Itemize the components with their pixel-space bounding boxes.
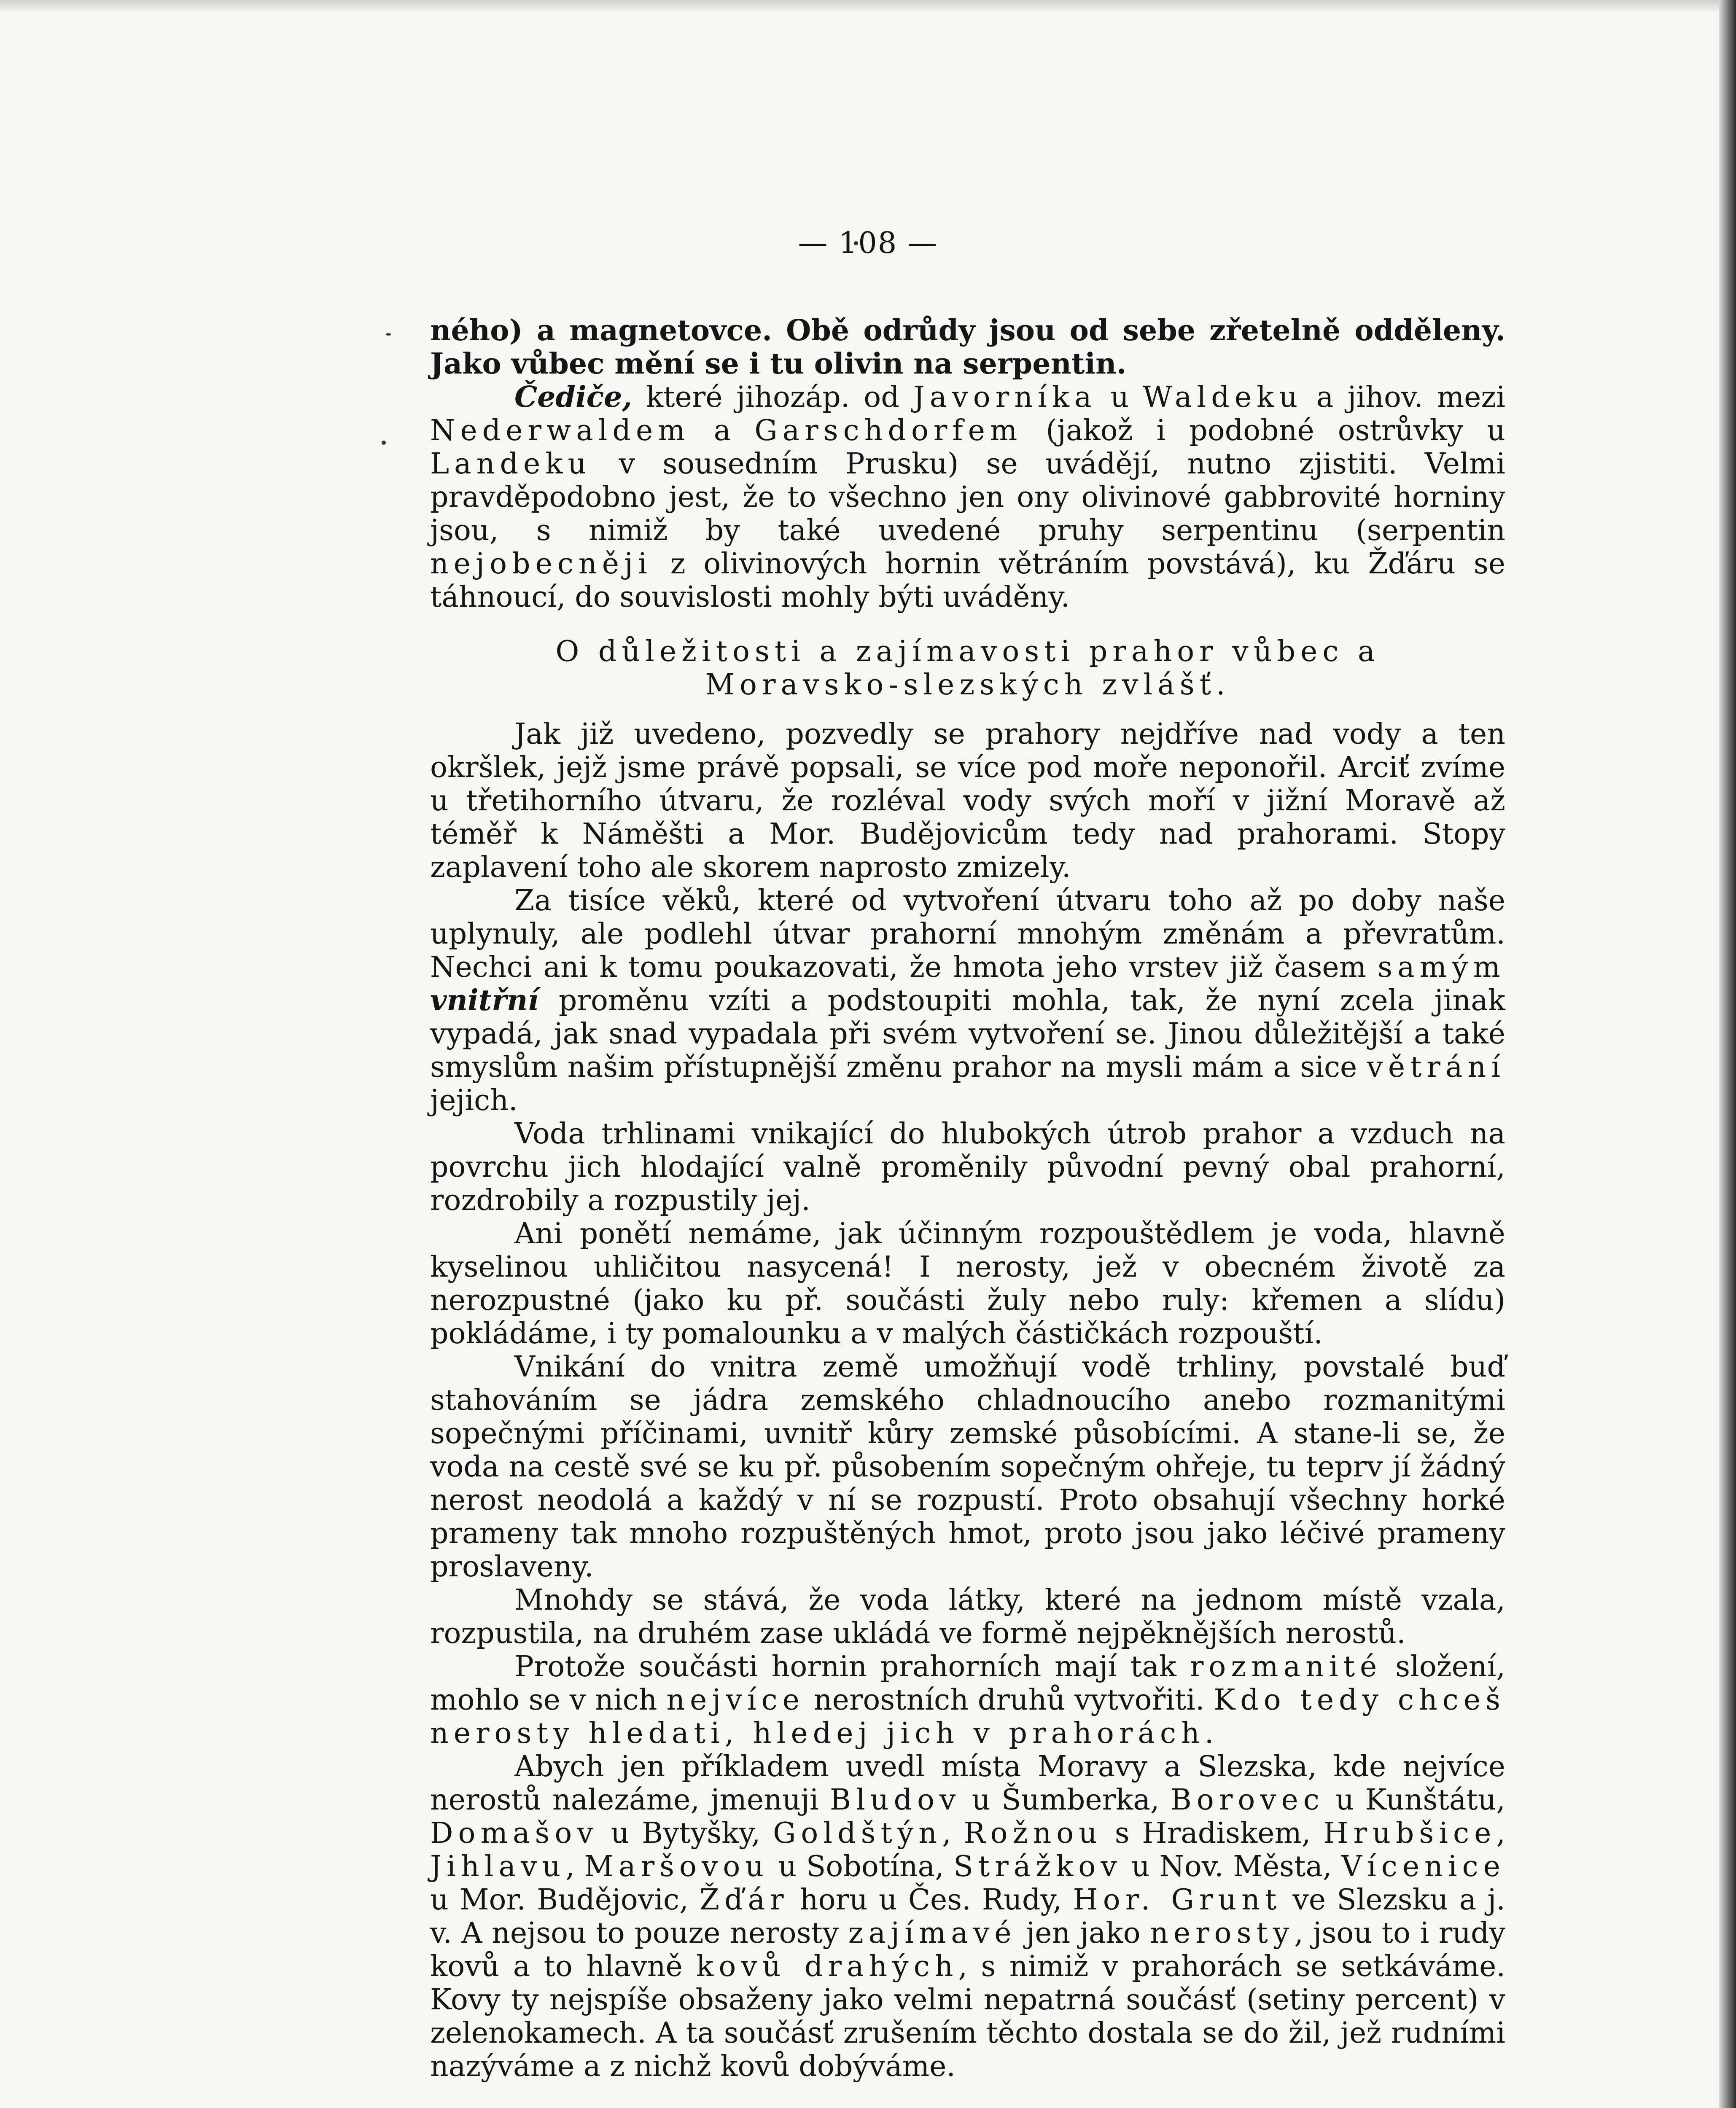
page-number: — 108 — (798, 226, 938, 260)
emphasis-kovu-drahych: kovů drahých (696, 1950, 958, 1983)
place-nederwald: Nederwaldem (430, 414, 690, 447)
paragraph-2: Čediče, které jihozáp. od Javorníka u Waldeku a jihov. mezi Nederwaldem a Garschdorfem (jakož i podobné ostrůvky u Landeku v sousedním Prusku) se uvádějí, nutno zjistiti. Velmi pravděpodobno jest, že to všechno jen ony olivinové gabbrovité horniny jsou, s nimiž by také uvedené pruhy serpentinu (serpentin nejobecněji z olivinových hornin větráním povstává), ku Žďáru se táhnoucí, do souvislosti mohly býti uváděny. (430, 380, 1505, 614)
paragraph-7: Vnikání do vnitra země umožňují vodě trhliny, povstalé buď stahováním se jádra zemského chladnoucího anebo rozmanitými sopečnými příčinami, uvnitř kůry zemské působícími. A stane-li se, že voda na cestě své se ku př. působením sopečným ohřeje, tu teprv jí žádný nerost neodolá a každý v ní se rozpustí. Proto obsahují všechny horké prameny tak mnoho rozpuštěných hmot, proto jsou jako léčivé prameny proslaveny. (430, 1350, 1505, 1584)
paragraph-10: Abych jen příkladem uvedl místa Moravy a Slezska, kde nejvíce nerostů nalezáme, jmenuji Bludov u Šumberka, Borovec u Kunštátu, Domašov u Bytyšky, Goldštýn, Rožnou s Hradiskem, Hrubšice, Jihlavu, Maršovou u Sobotína, Strážkov u Nov. Města, Vícenice u Mor. Budějovic, Žďár horu u Čes. Rudy, Hor. Grunt ve Slezsku a j. v. A nejsou to pouze nerosty zajímavé jen jako nerosty, jsou to i rudy kovů a to hlavně kovů drahých, s nimiž v prahorách se setkáváme. Kovy ty nejspíše obsaženy jako velmi nepatrná součásť (setiny percent) v zelenokamech. A ta součásť zrušením těchto dostala se do žil, jež rudními nazýváme a z nichž kovů dobýváme. (430, 1750, 1506, 2083)
place-jihlava: Jihlavu (430, 1850, 566, 1883)
place-domasov: Domašov (430, 1817, 598, 1850)
paragraph-1: ného) a magnetovce. Obě odrůdy jsou od sebe zřetelně odděleny. Jako vůbec mění se i tu olivin na serpentin. (430, 314, 1505, 381)
place-bludov: Bludov (829, 1783, 961, 1817)
place-roznou: Rožnou (964, 1817, 1102, 1850)
emphasis-nejobecneji: nejobecněji (430, 547, 652, 581)
emphasis-nerosty: nerosty (1150, 1917, 1295, 1950)
emphasis-rozmanite: rozmanité (1190, 1650, 1382, 1683)
emphasis-zajimave: zajímavé (848, 1917, 1017, 1950)
emphasis-nejvice: nejvíce (666, 1683, 805, 1717)
term-cedice: Čediče, (514, 380, 632, 414)
place-marsova: Maršovou (584, 1850, 769, 1883)
margin-dot (382, 441, 386, 445)
scan-shadow-right (1719, 0, 1736, 2108)
paragraph-5: Voda trhlinami vnikající do hlubokých útrob prahor a vzduch na povrchu jich hlodající valně proměnily původní pevný obal prahorní, rozdrobily a rozpustily jej. (430, 1117, 1505, 1217)
emphasis-vetrani: větrání (1367, 1051, 1505, 1084)
place-goldstyn: Goldštýn (773, 1817, 942, 1850)
place-zdar: Žďár (699, 1883, 789, 1917)
place-landek: Landeku (430, 447, 592, 481)
place-hrubsice: Hrubšice (1323, 1817, 1496, 1850)
emphasis-kdo-tedy: Kdo tedy chceš nerosty hledati, hledej jich v prahorách. (430, 1683, 1506, 1750)
place-vicenice: Vícenice (1341, 1850, 1506, 1883)
paragraph-6: Ani ponětí nemáme, jak účinným rozpouštědlem je voda, hlavně kyselinou uhličitou nasycená! I nerosty, jež v obecném životě za nerozpustné (jako ku př. součásti žuly nebo ruly: křemen a slídu) pokládáme, i ty pomalounku a v malých částičkách rozpouští. (430, 1217, 1505, 1350)
paragraph-4: Za tisíce věků, které od vytvoření útvaru toho až po doby naše uplynuly, ale podlehl útvar prahorní mnohým změnám a převratům. Nechci ani k tomu poukazovati, že hmota jeho vrstev již časem samým vnitřní proměnu vzíti a podstoupiti mohla, tak, že nyní zcela jinak vypadá, jak snad vypadala při svém vytvoření se. Jinou důležitější a také smyslům našim přístupnější změnu prahor na mysli mám a sice větrání jejich. (430, 884, 1505, 1117)
place-javornik: Javorníka (913, 381, 1097, 414)
emphasis-samym: samým (1378, 951, 1505, 984)
paragraph-3: Jak již uvedeno, pozvedly se prahory nejdříve nad vody a ten okršlek, jejž jsme právě popsali, se více pod moře neponořil. Arciť zvíme u třetihorního útvaru, že rozléval vody svých moří v jižní Moravě až téměř k Náměšti a Mor. Budějovicům tedy nad prahorami. Stopy zaplavení toho ale skorem naprosto zmizely. (430, 718, 1505, 884)
text-body (430, 314, 1505, 2083)
place-garschdorf: Garschdorfem (754, 414, 1023, 447)
place-hor-grunt: Hor. Grunt (1073, 1883, 1282, 1917)
scan-shadow-top (0, 0, 1736, 13)
place-waldek: Waldeku (1143, 381, 1303, 414)
emphasis-vnitrni: vnitřní (430, 984, 539, 1017)
place-strazkov: Strážkov (953, 1850, 1122, 1883)
section-heading: O důležitosti a zajímavosti prahor vůbec a Moravsko-slezských zvlášť. (555, 635, 1380, 702)
margin-mark (386, 333, 391, 336)
paragraph-8: Mnohdy se stává, že voda látky, které na jednom místě vzala, rozpustila, na druhém zase ukládá ve formě nejpěknějších nerostů. (430, 1584, 1505, 1650)
paragraph-9: Protože součásti hornin prahorních mají tak rozmanité složení, mohlo se v nich nejvíce nerostních druhů vytvořiti. Kdo tedy chceš nerosty hledati, hledej jich v prahorách. (430, 1650, 1506, 1750)
place-borovec: Borovec (1170, 1783, 1325, 1817)
